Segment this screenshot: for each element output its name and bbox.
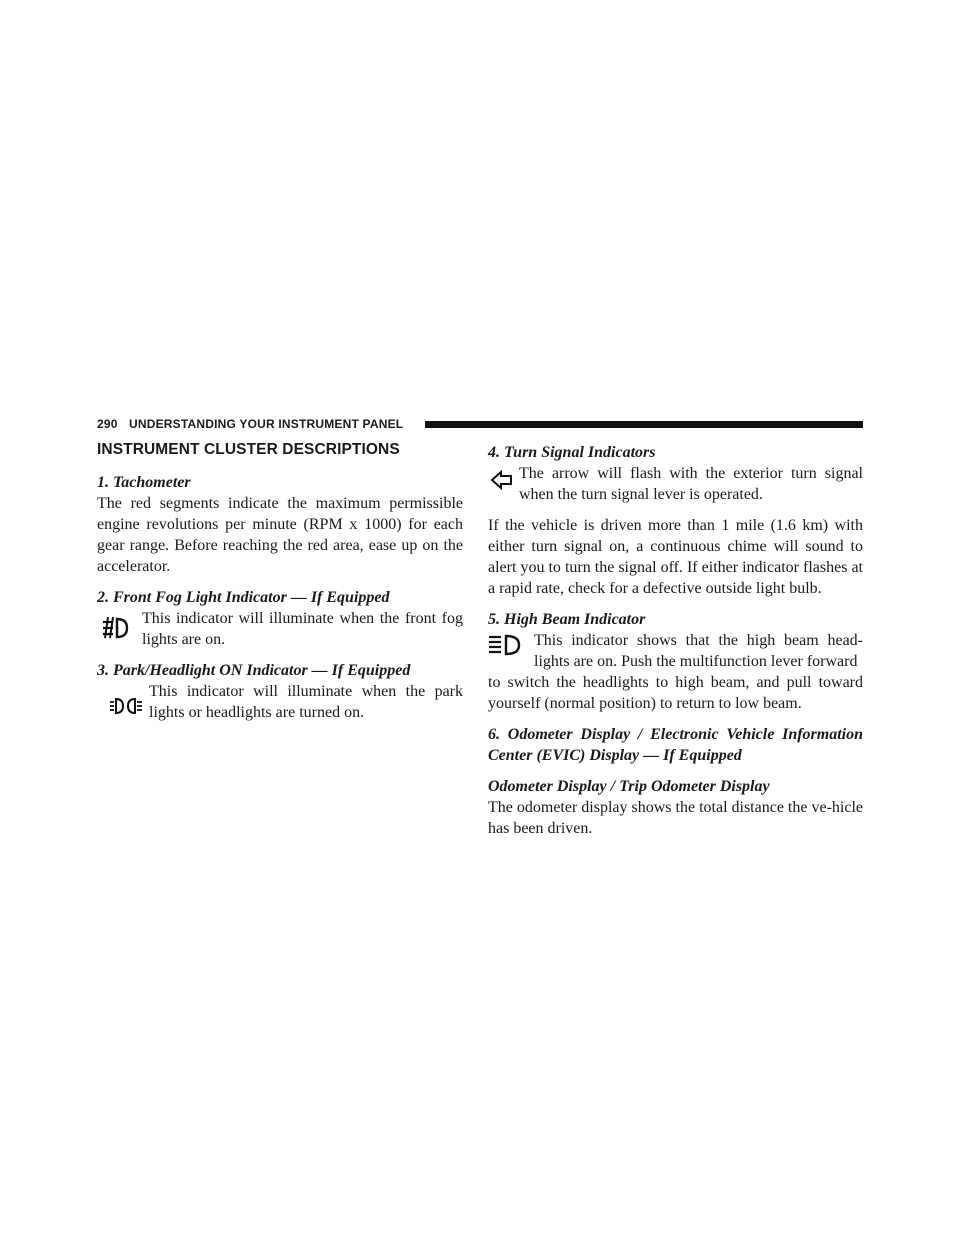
fog-light-title: 2. Front Fog Light Indicator — If Equipped [97, 589, 390, 606]
odometer-section [488, 724, 863, 839]
high-beam-body-indent: This indicator shows that the high beam head-lights are on. Push the multifunction lever forward [534, 632, 863, 670]
high-beam-title: 5. High Beam Indicator [488, 611, 646, 628]
section-title: UNDERSTANDING YOUR INSTRUMENT PANEL [129, 417, 404, 431]
high-beam-body-rest: to switch the headlights to high beam, and pull toward yourself (normal position) to return to low beam. [488, 674, 863, 712]
page-header [97, 416, 863, 432]
page-number: 290 [97, 417, 118, 431]
tachometer-body: The red segments indicate the maximum permissible engine revolutions per minute (RPM x 1000) for each gear range. Before reaching the red area, ease up on the accelerator. [97, 495, 463, 575]
fog-light-section [97, 587, 463, 650]
tachometer-section [97, 472, 463, 577]
fog-light-body: This indicator will illuminate when the front fog lights are on. [142, 610, 463, 648]
tachometer-title: 1. Tachometer [97, 474, 191, 491]
high-beam-section [488, 609, 863, 714]
turn-signal-section [488, 442, 863, 505]
turn-signal-warning [488, 515, 863, 599]
header-rule [425, 421, 863, 428]
park-headlight-body: This indicator will illuminate when the park lights or headlights are turned on. [149, 683, 463, 721]
main-heading: INSTRUMENT CLUSTER DESCRIPTIONS [97, 441, 400, 458]
park-headlight-icon [109, 697, 143, 715]
left-column [97, 439, 463, 733]
turn-signal-title: 4. Turn Signal Indicators [488, 444, 656, 461]
odometer-body: The odometer display shows the total distance the ve-hicle has been driven. [488, 799, 863, 837]
park-headlight-section [97, 660, 463, 723]
odometer-title: 6. Odometer Display / Electronic Vehicle Information Center (EVIC) Display — If Equipped [488, 726, 863, 764]
right-column [488, 442, 863, 849]
turn-signal-body: The arrow will flash with the exterior turn signal when the turn signal lever is operated. [519, 465, 863, 503]
turn-signal-para: If the vehicle is driven more than 1 mile (1.6 km) with either turn signal on, a continuous chime will sound to alert you to turn the signal off. If either indicator flashes at a rapid rate, check for a defective outside light bulb. [488, 517, 863, 597]
high-beam-icon [488, 634, 522, 656]
odometer-subtitle: Odometer Display / Trip Odometer Display [488, 778, 770, 795]
park-headlight-title: 3. Park/Headlight ON Indicator — If Equipped [97, 662, 411, 679]
front-fog-light-icon [100, 616, 130, 640]
turn-signal-icon [490, 470, 514, 490]
